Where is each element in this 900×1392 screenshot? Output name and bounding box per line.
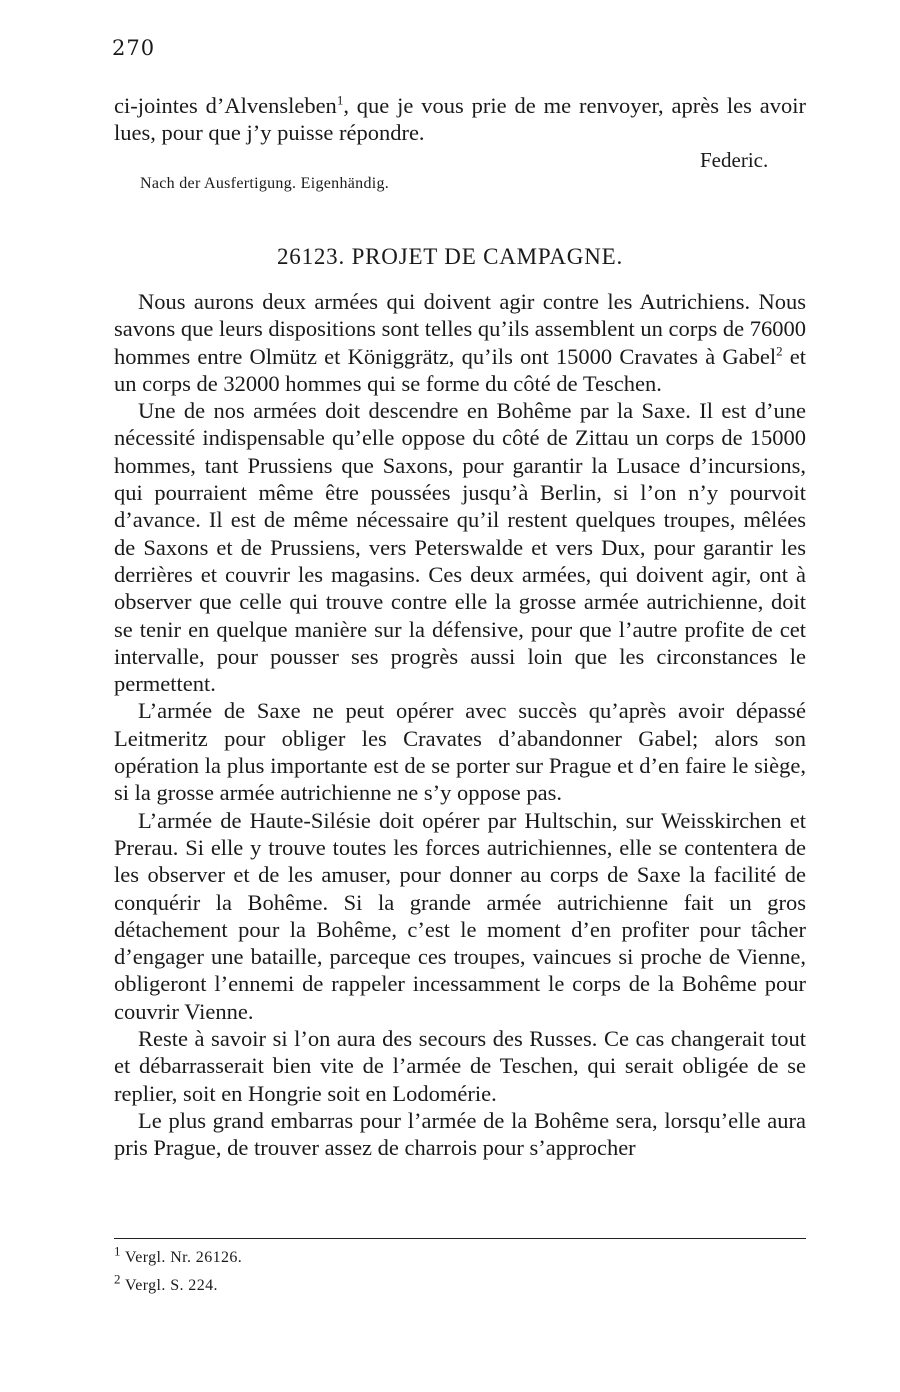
intro-text-end: , que je vous prie de me renvoyer, après les avoir lues, pour que j’y puisse répondre. <box>114 93 806 146</box>
footnote-ref-1: 1 <box>336 92 344 108</box>
footnote-2-marker: 2 <box>114 1271 121 1287</box>
footnote-2 <box>114 1272 242 1300</box>
paragraph-6: Le plus grand embarras pour l’armée de la Bohême sera, lorsqu’elle aura pris Prague, de trouver assez de charrois pour s’approcher <box>114 1107 806 1161</box>
paragraph-4: L’armée de Haute-Silésie doit opérer par Hultschin, sur Weisskirchen et Prerau. Si elle y trouve toutes les forces autrichiennes, elle se contentera de les observer et de les amuser, pour donner au corps de Saxe la facilité de conquérir la Bohême. Si la grande armée autrichienne fait un gros détachement pour la Bohême, c’est le moment d’en profiter pour tâcher d’engager une bataille, parceque ces troupes, vaincues si proche de Vienne, obligeront l’ennemi de rappeler incessamment le corps de la Bohême pour couvrir Vienne. <box>114 807 806 1024</box>
footnotes <box>114 1244 242 1300</box>
paragraph-1-start: Nous aurons deux armées qui doivent agir contre les Autrichiens. Nous savons que leurs dispositions sont telles qu’ils assemblent un corps de 76000 hommes entre Olmütz et Königgrätz, qu’ils ont 15000 Cravates à Gabel <box>114 289 806 369</box>
intro-text <box>114 92 806 147</box>
footnote-2-text: Vergl. S. 224. <box>125 1277 218 1294</box>
intro-paragraph <box>114 92 806 147</box>
page-number: 270 <box>112 36 156 60</box>
footnote-1-text: Vergl. Nr. 26126. <box>125 1249 243 1266</box>
paragraph-2: Une de nos armées doit descendre en Bohême par la Saxe. Il est d’une nécessité indispensable qu’elle oppose du côté de Zittau un corps de 15000 hommes, tant Prussiens que Saxons, pour garantir la Lusace d’incursions, qui pourraient même être poussées jusqu’à Berlin, si l’on n’y pourvoit d’avance. Il est de même nécessaire qu’il restent quelques troupes, mêlées de Saxons et de Prussiens, vers Peterswalde et vers Dux, pour garantir les derrières et couvrir les magasins. Ces deux armées, qui doivent agir, ont à observer que celle qui trouve contre elle la grosse armée autrichienne, doit se tenir en quelque manière sur la défensive, pour que l’autre profite de cet intervalle, pour pousser ses progrès aussi loin que les circonstances le permettent. <box>114 398 806 697</box>
paragraph-1 <box>114 288 806 397</box>
signature: Federic. <box>700 148 769 172</box>
footnote-1-marker: 1 <box>114 1243 121 1259</box>
paragraph-1-end: et un corps de 32000 hommes qui se forme du côté de Teschen. <box>114 343 806 396</box>
main-body <box>114 288 806 1162</box>
intro-text-start: ci-jointes d’Alvensleben <box>114 93 337 118</box>
footnote-divider <box>114 1238 806 1239</box>
footnote-ref-2: 2 <box>776 343 783 359</box>
footnote-1 <box>114 1244 242 1272</box>
paragraph-5: Reste à savoir si l’on aura des secours des Russes. Ce cas changerait tout et débarrasserait bien vite de l’armée de Teschen, qui serait obligée de se replier, soit en Hongrie soit en Lodomérie. <box>114 1026 806 1106</box>
paragraph-3: L’armée de Saxe ne peut opérer avec succès qu’après avoir dépassé Leitmeritz pour obliger les Cravates d’abandonner Gabel; alors son opération la plus importante est de se porter sur Prague et d’en faire le siège, si la grosse armée autrichienne ne s’y oppose pas. <box>114 698 806 806</box>
source-note: Nach der Ausfertigung. Eigenhändig. <box>140 175 390 192</box>
document-heading: 26123. PROJET DE CAMPAGNE. <box>276 244 624 269</box>
